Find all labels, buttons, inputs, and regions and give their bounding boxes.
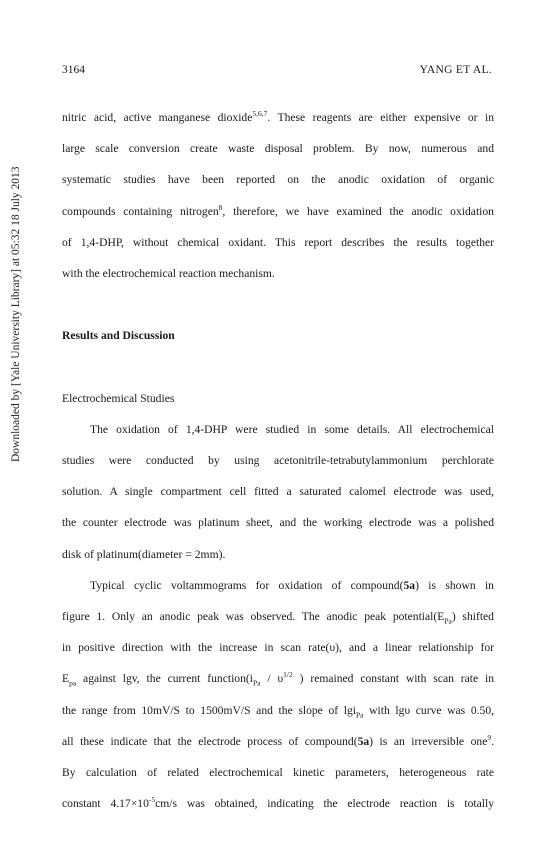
subscript: Pa — [252, 678, 261, 688]
text-line — [62, 196, 494, 227]
text-run: cm/s was obtained, indicating the electrode reaction is totally — [155, 797, 494, 811]
text-line: the counter electrode was platinum sheet, and the working electrode was a polished — [62, 516, 494, 530]
compound-ref: 5a — [357, 734, 370, 748]
text-line: solution. A single compartment cell fitted a saturated calomel electrode was used, — [62, 485, 494, 499]
text-line: By calculation of related electrochemical kinetic parameters, heterogeneous rate — [62, 765, 494, 779]
page-number: 3164 — [62, 64, 85, 76]
article-body — [62, 102, 494, 819]
text-line: in positive direction with the increase in scan rate(υ), and a linear relationship for — [62, 641, 494, 655]
text-line — [62, 601, 494, 632]
section-heading: Results and Discussion — [62, 329, 175, 343]
subscript: pa — [69, 678, 77, 688]
text-run: all these indicate that the electrode process of compound( — [62, 734, 358, 748]
text-run: nitric acid, active manganese dioxide — [62, 111, 253, 124]
text-run: Typical cyclic voltammograms for oxidation of compound( — [90, 578, 404, 592]
citation: 5,6,7 — [252, 109, 268, 119]
text-line: of 1,4-DHP, without chemical oxidant. This report describes the results together — [62, 235, 494, 249]
text-line — [62, 788, 494, 819]
running-head: YANG ET AL. — [419, 64, 492, 76]
text-line — [62, 570, 494, 601]
text-line: with the electrochemical reaction mechanism. — [62, 266, 275, 280]
text-run: / υ — [260, 672, 284, 686]
text-run: . — [491, 734, 494, 748]
citation: 8 — [218, 202, 223, 212]
text-line: systematic studies have been reported on the anodic oxidation of organic — [62, 173, 494, 187]
superscript: -5 — [148, 795, 156, 805]
text-line — [62, 102, 494, 133]
text-run: . These reagents are either expensive or in — [267, 111, 494, 124]
text-run: with lgυ curve was 0.50, — [363, 703, 495, 717]
text-run: E — [62, 672, 70, 686]
text-line: large scale conversion create waste disposal problem. By now, numerous and — [62, 142, 494, 156]
text-run: ) is an irreversible one — [369, 734, 488, 748]
text-line — [62, 726, 494, 757]
subscript: Pa — [356, 709, 364, 719]
text-run: figure 1. Only an anodic peak was observed. The anodic peak potential(E — [62, 610, 445, 623]
compound-ref: 5a — [403, 578, 416, 592]
text-run: ) is shown in — [415, 578, 494, 592]
superscript: 1/2 — [283, 670, 293, 680]
text-line — [62, 663, 494, 694]
text-run: compounds containing nitrogen — [62, 204, 219, 218]
text-line: studies were conducted by using acetonitrile-tetrabutylammonium perchlorate — [62, 454, 494, 468]
text-run: the range from 10mV/S to 1500mV/S and the slope of lgi — [62, 703, 356, 717]
text-run: constant 4.17×10 — [62, 797, 149, 811]
text-line — [62, 695, 494, 726]
text-line: disk of platinum(diameter = 2mm). — [62, 547, 226, 561]
text-run: against lgv, the current function(i — [76, 672, 253, 686]
citation: 9 — [487, 732, 492, 742]
text-run: ) remained constant with scan rate in — [292, 672, 494, 686]
text-run: ) shifted — [451, 610, 494, 623]
download-watermark: Downloaded by [Yale University Library] at 05:32 18 July 2013 — [10, 166, 22, 462]
text-run: , therefore, we have examined the anodic oxidation — [222, 204, 494, 218]
subsection-heading: Electrochemical Studies — [62, 391, 175, 405]
text-line: The oxidation of 1,4-DHP were studied in some details. All electrochemical — [90, 422, 494, 436]
subscript: Pa — [444, 616, 452, 626]
